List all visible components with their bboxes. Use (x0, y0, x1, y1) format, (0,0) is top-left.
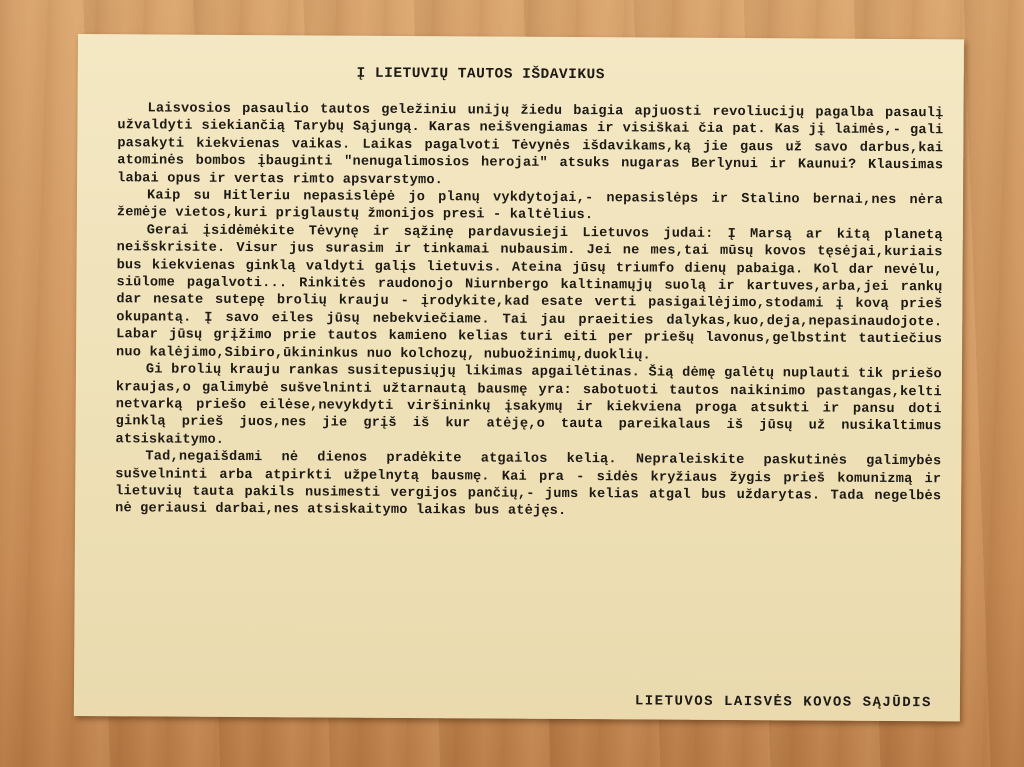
leaflet-paper (74, 34, 964, 721)
paragraph-4: Gi brolių krauju rankas susitepusiųjų likimas apgailėtinas. Šią dėmę galėtų nuplauti tik priešo kraujas,o galimybė sušvelninti užtarnautą bausmę yra: sabotuoti tautos naikinimo pastangas,kelti netvarką priešo eilėse,nevykdyti viršininkų įsakymų ir kiekviena proga atsukti ir pansu doti ginklą prieš juos,nes jie grįš iš kur atėję,o tauta pareikalaus iš jūsų už nusikaltimus atsiskaitymo. (115, 362, 942, 448)
paragraph-5: Tad,negaišdami nė dienos pradėkite atgailos kelią. Nepraleiskite paskutinės galimybės sušvelninti arba atpirkti užpelnytą bausmę. Kai pra - sidės kryžiaus žygis prieš komunizmą ir lietuvių tauta pakils nusimesti vergijos pančių,- jums kelias atgal bus uždarytas. Tada negelbės nė geriausi darbai,nes atsiskaitymo laikas bus atėjęs. (115, 449, 942, 520)
leaflet-body (115, 100, 944, 523)
leaflet-title: Į LIETUVIŲ TAUTOS IŠDAVIKUS (356, 65, 606, 84)
paragraph-3: Gerai įsidėmėkite Tėvynę ir sąžinę pardavusieji Lietuvos judai: Į Marsą ar kitą planetą neišskrisite. Visur jus surasim ir tinkamai nubausim. Jei ne mes,tai mūsų kovos tęsėjai,kuriais bus kiekvienas ginklą valdyti galįs lietuvis. Ateina jūsų triumfo dienų pabaiga. Kol dar nevėlu, siūlome pagalvoti... Rinkitės raudonojo Niurnbergo kaltinamųjų suolą ir kartuves,arba,jei rankų dar nesate sutepę brolių krauju - įrodykite,kad esate verti pasigailėjimo,stodami į kovą prieš okupantą. Į savo eiles jūsų nebekviečiame. Tai jau praeities dalykas,kuo,deja,nepasinaudojote. Labar jūsų grįžimo prie tautos kamieno kelias turi eiti per priešų lavonus,gelbstint tautiečius nuo kalėjimo,Sibiro,ūkininkus nuo kolchozų, nubuožinimų,duoklių. (116, 223, 943, 364)
paragraph-1: Laisvosios pasaulio tautos geležiniu unijų žiedu baigia apjuosti revoliucijų pagalba pasaulį užvaldyti siekiančią Tarybų Sąjungą. Karas neišvengiamas ir visiškai čia pat. Kas jį laimės,- gali pasakyti kiekvienas vaikas. Laikas pagalvoti Tėvynės išdavikams,ką jie gaus už savo darbus,kai atominės bombos įbauginti "nenugalimosios herojai" atsuks nugaras Berlynui ir Kaunui? Klausimas labai opus ir vertas rimto apsvarstymo. (117, 101, 944, 188)
signature: LIETUVOS LAISVĖS KOVOS SĄJŪDIS (634, 693, 932, 712)
paragraph-2: Kaip su Hitleriu nepasislėpė jo planų vykdytojai,- nepasislėps ir Stalino bernai,nes nėra žemėje vietos,kuri priglaustų žmonijos presi - kaltėlius. (116, 188, 944, 224)
